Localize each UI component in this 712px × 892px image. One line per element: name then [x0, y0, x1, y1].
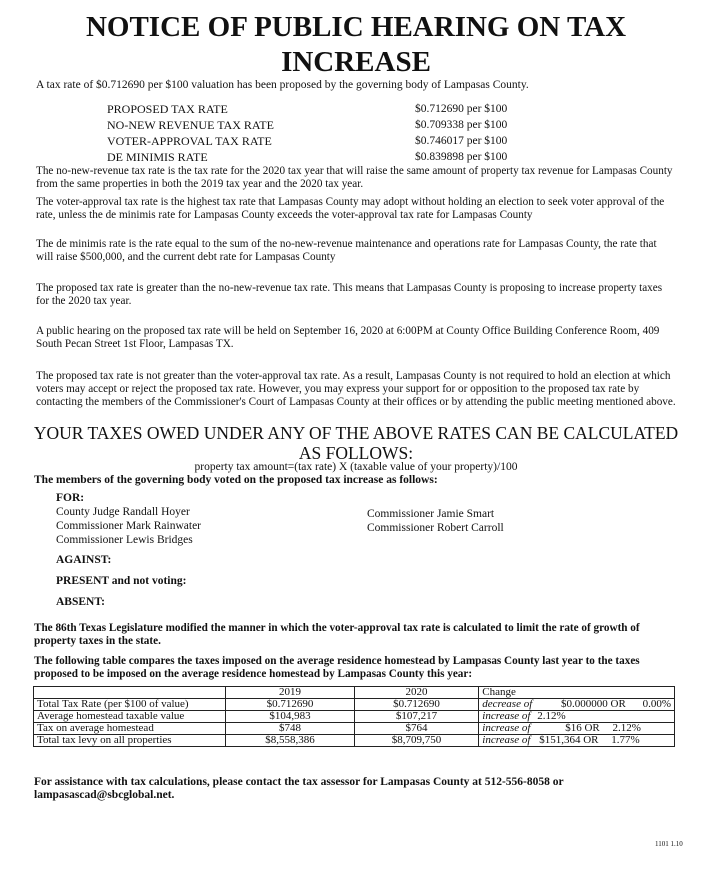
- table-header-cell: 2020: [354, 687, 479, 699]
- para-voter-approval: The voter-approval tax rate is the highest tax rate that Lampasas County may adopt without holding an election to seek voter approval of the rate, unless the de minimis rate for Lampasas County exceeds the voter-approval tax rate for Lampasas County: [36, 196, 665, 221]
- change-value: $16 OR: [565, 722, 600, 734]
- table-cell-change: [479, 735, 675, 747]
- rate-value-de-minimis: $0.839898 per $100: [415, 151, 508, 163]
- table-cell-2020: $8,709,750: [354, 735, 479, 747]
- table-cell-label: Total Tax Rate (per $100 of value): [34, 699, 226, 711]
- absent-label: ABSENT:: [56, 596, 105, 608]
- rate-label-no-new-revenue: NO-NEW REVENUE TAX RATE: [107, 118, 274, 132]
- against-label: AGAINST:: [56, 554, 112, 566]
- table-row: [34, 699, 675, 711]
- rate-value-no-new-revenue: $0.709338 per $100: [415, 119, 508, 131]
- table-cell-2019: $0.712690: [226, 699, 354, 711]
- page-title: [20, 10, 692, 80]
- for-member-3: Commissioner Lewis Bridges: [56, 534, 193, 546]
- table-header-cell: 2019: [226, 687, 354, 699]
- para-table-intro: The following table compares the taxes imposed on the average residence homestead by Lampasas County last year to the taxes proposed to be imposed on the average residence homestead by Lampasas County this year:: [34, 655, 640, 680]
- table-cell-change: [479, 699, 675, 711]
- table-cell-label: Average homestead taxable value: [34, 711, 226, 723]
- footer-code: 1101 1.10: [655, 840, 683, 848]
- for-member-4: Commissioner Jamie Smart: [367, 508, 495, 520]
- para-legislature: The 86th Texas Legislature modified the manner in which the voter-approval tax rate is calculated to limit the rate of growth of property taxes in the state.: [34, 622, 640, 647]
- present-label: PRESENT and not voting:: [56, 575, 187, 587]
- table-header-row: [34, 687, 675, 699]
- table-row: [34, 711, 675, 723]
- change-word: increase of: [482, 710, 531, 722]
- tax-comparison-table: [33, 686, 675, 747]
- for-member-5: Commissioner Robert Carroll: [367, 522, 504, 534]
- table-cell-change: [479, 711, 675, 723]
- for-label: FOR:: [56, 492, 85, 504]
- change-word: increase of: [482, 734, 531, 746]
- rate-label-voter-approval: VOTER-APPROVAL TAX RATE: [107, 134, 272, 148]
- title-line-2: INCREASE: [281, 46, 431, 78]
- rate-label-de-minimis: DE MINIMIS RATE: [107, 150, 208, 164]
- para-public-hearing: A public hearing on the proposed tax rate will be held on September 16, 2020 at 6:00PM at County Office Building Conference Room, 409 South Pecan Street 1st Floor, Lampasas TX.: [36, 325, 660, 350]
- rate-value-proposed: $0.712690 per $100: [415, 103, 508, 115]
- para-de-minimis: The de minimis rate is the rate equal to the sum of the no-new-revenue maintenance and operations rate for Lampasas County, the rate that will raise $500,000, and the current debt rate for Lampasas County: [36, 238, 657, 263]
- table-cell-label: Tax on average homestead: [34, 723, 226, 735]
- table-cell-2019: $748: [226, 723, 354, 735]
- table-cell-2020: $107,217: [354, 711, 479, 723]
- table-cell-change: [479, 723, 675, 735]
- assistance-text: For assistance with tax calculations, please contact the tax assessor for Lampasas County at 512-556-8058 or lampasascad@sbcglobal.net.: [34, 776, 564, 801]
- para-no-new-revenue: The no-new-revenue tax rate is the tax rate for the 2020 tax year that will raise the same amount of property tax revenue for Lampasas County from the same properties in both the 2019 tax year and the 2020 tax year.: [36, 165, 673, 190]
- intro-text: A tax rate of $0.712690 per $100 valuation has been proposed by the governing body of Lampasas County.: [36, 79, 529, 91]
- for-member-1: County Judge Randall Hoyer: [56, 506, 190, 518]
- table-cell-label: Total tax levy on all properties: [34, 735, 226, 747]
- table-cell-2019: $104,983: [226, 711, 354, 723]
- members-intro: The members of the governing body voted on the proposed tax increase as follows:: [34, 474, 438, 486]
- rate-label-proposed: PROPOSED TAX RATE: [107, 102, 228, 116]
- change-value: $0.000000 OR: [561, 698, 626, 710]
- change-pct: 0.00%: [642, 698, 671, 710]
- title-line-1: NOTICE OF PUBLIC HEARING ON TAX: [85, 11, 627, 43]
- change-pct: 1.77%: [611, 734, 640, 746]
- for-member-2: Commissioner Mark Rainwater: [56, 520, 202, 532]
- taxes-owed-heading: YOUR TAXES OWED UNDER ANY OF THE ABOVE RATES CAN BE CALCULATED AS FOLLOWS:: [33, 423, 679, 463]
- para-proposed-rate: The proposed tax rate is greater than the no-new-revenue tax rate. This means that Lampasas County is proposing to increase property taxes for the 2020 tax year.: [36, 282, 663, 307]
- table-cell-2020: $0.712690: [354, 699, 479, 711]
- change-word: increase of: [482, 722, 531, 734]
- table-header-cell: [34, 687, 226, 699]
- change-value: $151,364 OR: [539, 734, 599, 746]
- tax-formula: property tax amount=(tax rate) X (taxable value of your property)/100: [194, 461, 518, 473]
- change-word: decrease of: [482, 698, 533, 710]
- change-value: 2.12%: [537, 710, 566, 722]
- table-row: [34, 735, 675, 747]
- para-not-greater: The proposed tax rate is not greater than the voter-approval tax rate. As a result, Lampasas County is not required to hold an election at which voters may accept or reject the proposed tax rate. However, you may express your support for or opposition to the proposed tax rate by contacting the members of the Commissioner's Court of Lampasas County at their offices or by attending the public meeting mentioned above.: [36, 370, 676, 408]
- table-cell-2019: $8,558,386: [226, 735, 354, 747]
- rate-value-voter-approval: $0.746017 per $100: [415, 135, 508, 147]
- table-row: [34, 723, 675, 735]
- change-pct: 2.12%: [612, 722, 641, 734]
- table-cell-2020: $764: [354, 723, 479, 735]
- table-header-cell: Change: [479, 687, 675, 699]
